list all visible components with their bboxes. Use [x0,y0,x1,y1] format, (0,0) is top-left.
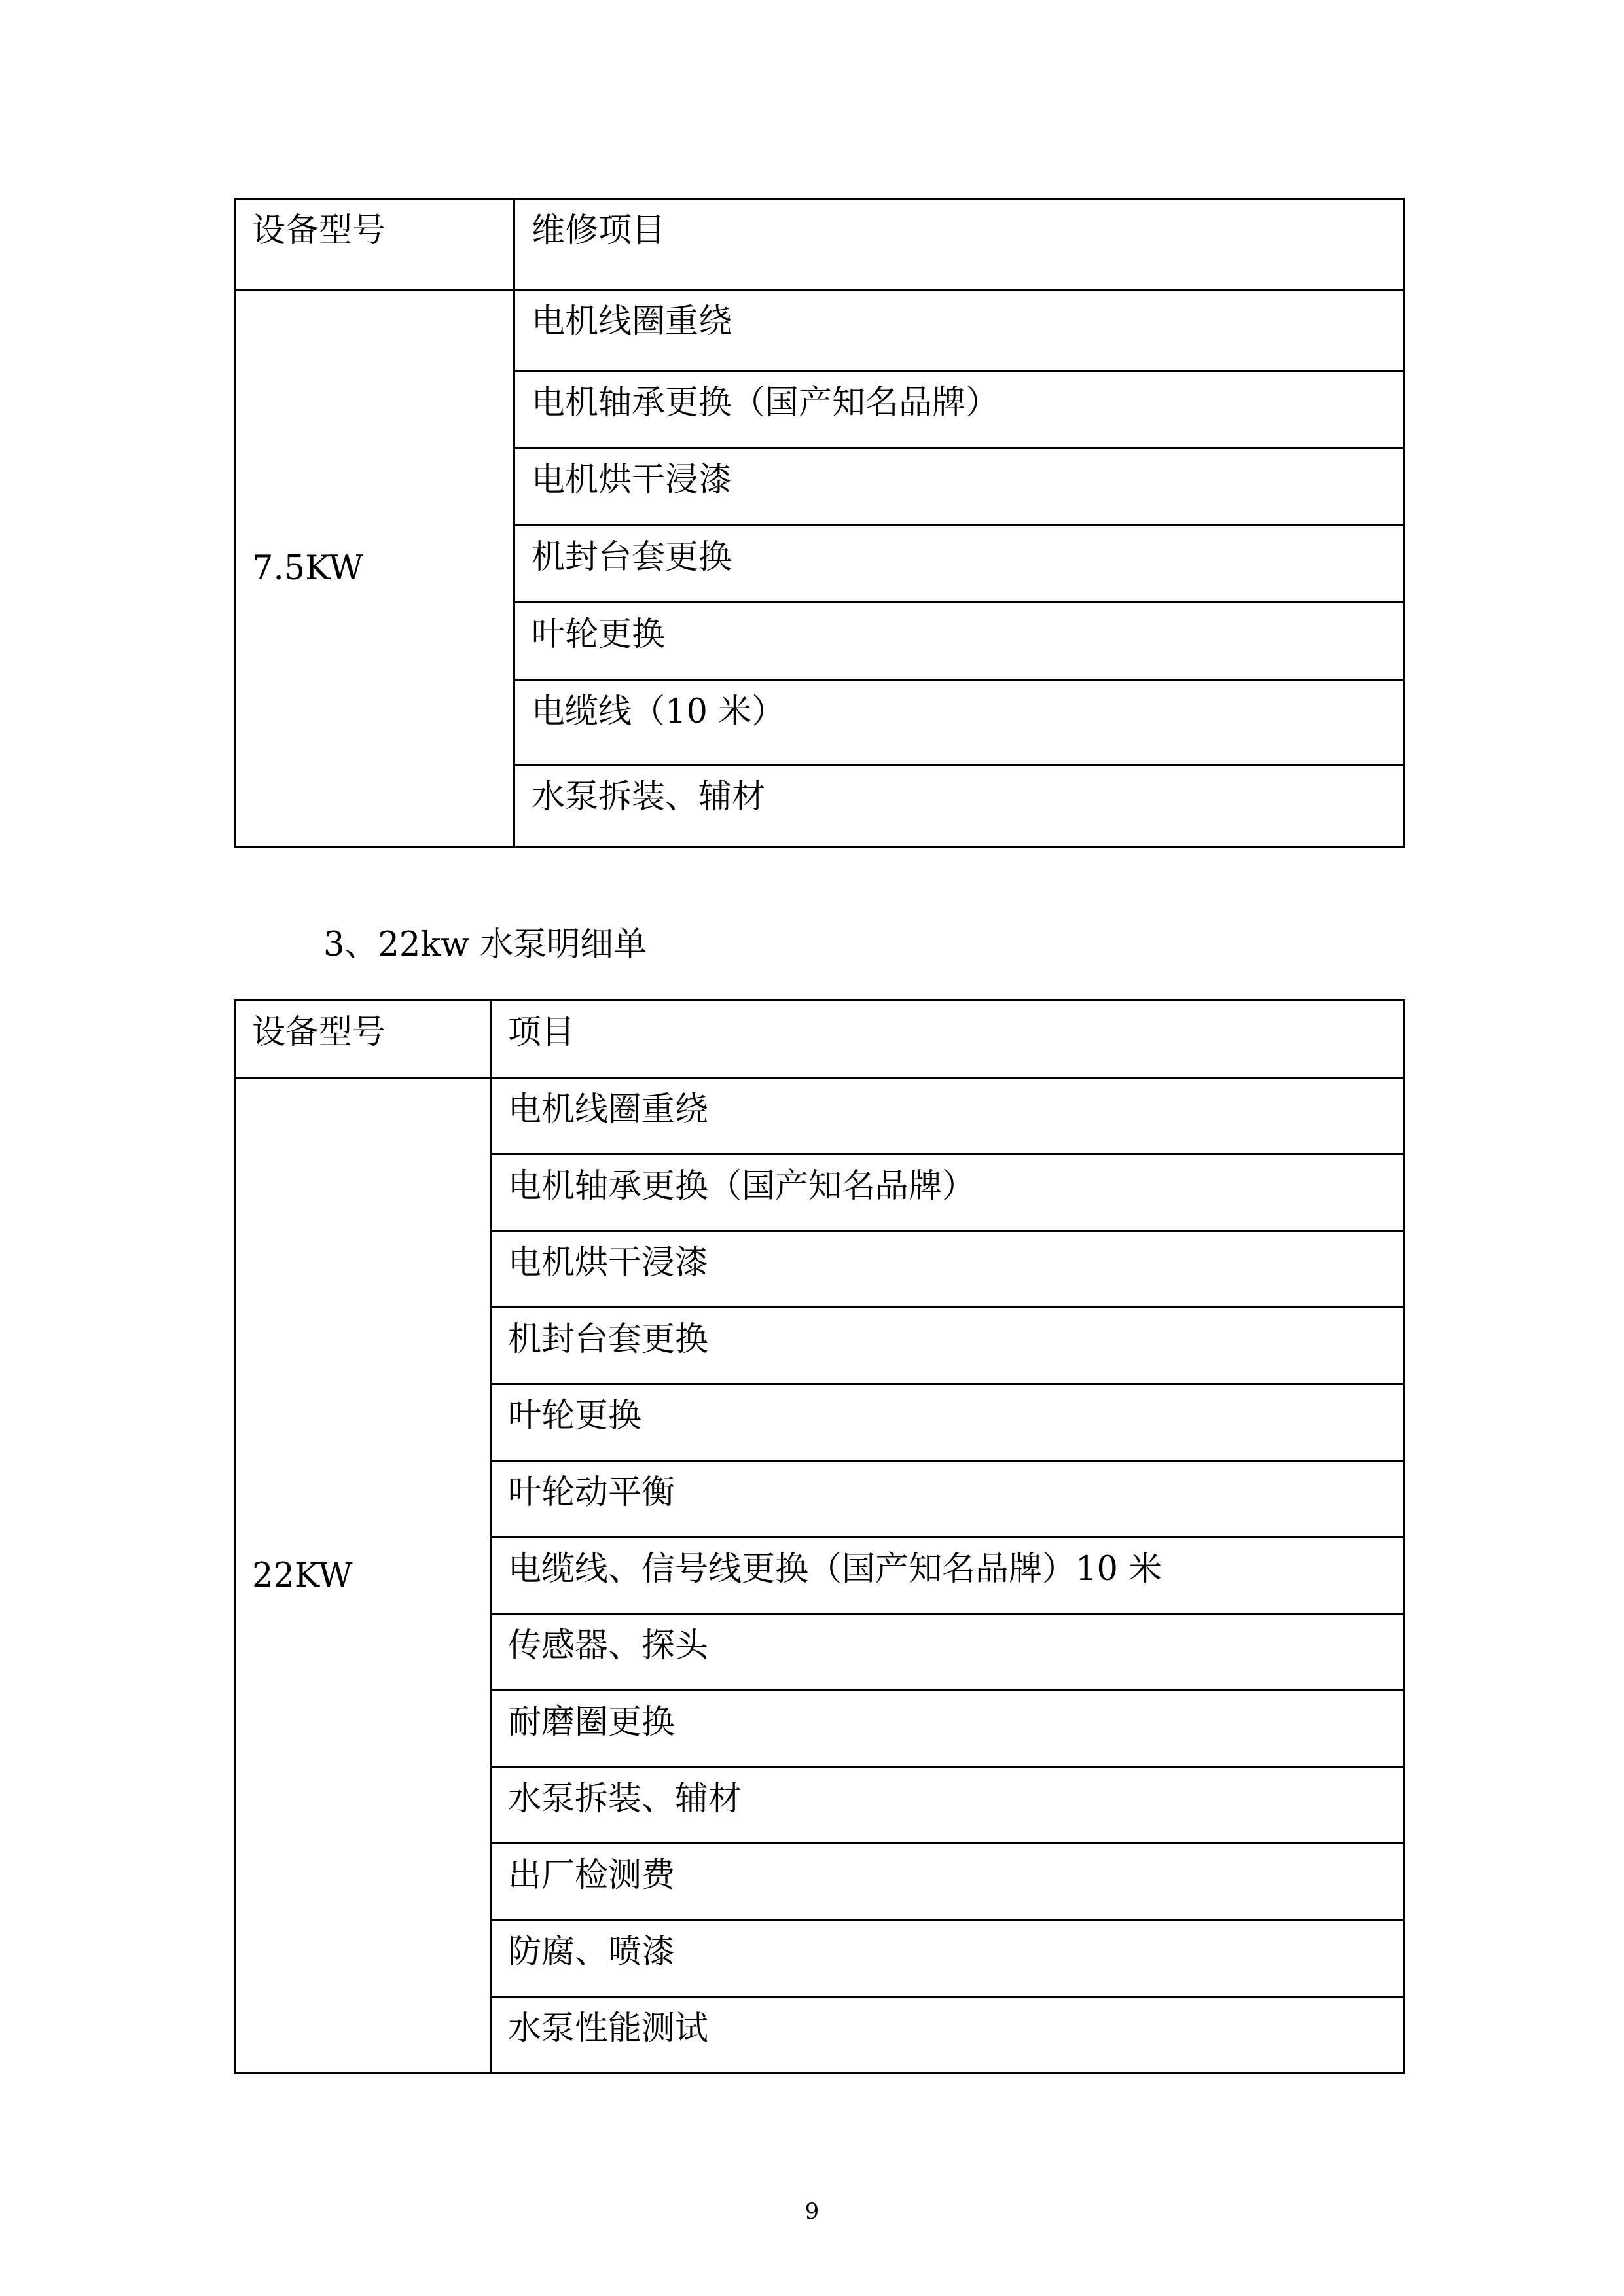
item-cell: 叶轮动平衡 [491,1461,1405,1537]
item-cell: 叶轮更换 [491,1384,1405,1461]
repair-table-22kw [234,999,1405,2074]
item-cell: 电机线圈重绕 [491,1078,1405,1155]
item-cell: 叶轮更换 [514,603,1405,680]
table-row [235,1078,1405,1155]
item-cell: 防腐、喷漆 [491,1920,1405,1997]
page-number: 9 [804,2198,820,2225]
header-model-cell: 设备型号 [235,1001,491,1078]
header-item-cell: 维修项目 [514,199,1405,290]
repair-table-7-5kw [234,198,1405,848]
item-cell: 水泵拆装、辅材 [514,765,1405,848]
item-cell: 机封台套更换 [491,1308,1405,1384]
item-cell: 出厂检测费 [491,1844,1405,1920]
item-cell: 电机烘干浸漆 [491,1231,1405,1308]
item-cell: 水泵拆装、辅材 [491,1767,1405,1844]
table-row [235,290,1405,371]
model-cell: 7.5KW [235,290,514,848]
item-cell: 电机轴承更换（国产知名品牌） [514,371,1405,448]
table-header-row [235,199,1405,290]
header-model-cell: 设备型号 [235,199,514,290]
item-cell: 机封台套更换 [514,526,1405,603]
item-cell: 电机轴承更换（国产知名品牌） [491,1155,1405,1231]
item-cell: 电机线圈重绕 [514,290,1405,371]
header-item-cell: 项目 [491,1001,1405,1078]
section-heading-22kw: 3、22kw 水泵明细单 [323,925,647,964]
model-cell: 22KW [235,1078,491,2073]
item-cell: 耐磨圈更换 [491,1691,1405,1767]
item-cell: 传感器、探头 [491,1614,1405,1691]
table-header-row [235,1001,1405,1078]
item-cell: 电机烘干浸漆 [514,448,1405,526]
item-cell: 电缆线、信号线更换（国产知名品牌）10 米 [491,1537,1405,1614]
item-cell: 水泵性能测试 [491,1997,1405,2073]
item-cell: 电缆线（10 米） [514,680,1405,765]
